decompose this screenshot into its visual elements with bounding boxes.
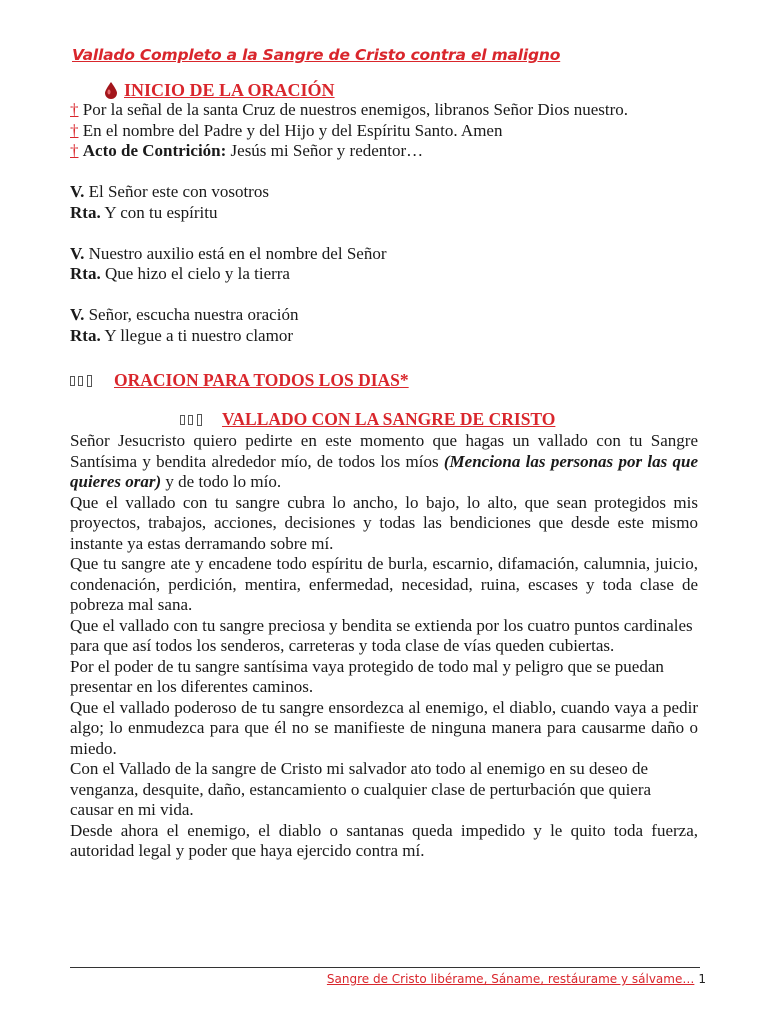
header-title: Vallado Completo a la Sangre de Cristo contra el maligno: [72, 46, 561, 64]
broken-image-icon: [180, 413, 206, 425]
broken-image-icon: [70, 374, 96, 386]
paragraph: Que el vallado poderoso de tu sangre ensordezca al enemigo, el diablo, cuando vaya a pedir algo; lo enmudezca para que él no se manifieste de ninguna manera para causarme daño o miedo.: [70, 697, 698, 758]
response: Rta. Y llegue a ti nuestro clamor: [70, 325, 293, 345]
vallado-heading: [70, 407, 698, 431]
inicio-title: INICIO DE LA ORACIÓN: [124, 80, 335, 100]
paragraph: Que el vallado con tu sangre cubra lo ancho, lo bajo, lo alto, que sean protegidos mis proyectos, trabajos, acciones, decisiones y todas las bendiciones que desde este mismo instante ya estas derramando sobre mí.: [70, 492, 698, 553]
footer-text: Sangre de Cristo libérame, Sáname, restáurame y sálvame…: [326, 972, 695, 986]
paragraph: Con el Vallado de la sangre de Cristo mi salvador ato todo al enemigo en su deseo de venganza, desquite, daño, estancamiento o cualquier clase de perturbación que quiera causar en mi vida.: [70, 759, 652, 819]
response: Rta. Y con tu espíritu: [70, 202, 218, 222]
paragraph: Por el poder de tu sangre santísima vaya protegido de todo mal y peligro que se puedan presentar en los diferentes caminos.: [70, 656, 664, 696]
blood-drop-icon: [104, 81, 118, 99]
inicio-line-1: † Por la señal de la santa Cruz de nuestros enemigos, libranos Señor Dios nuestro.: [70, 100, 629, 119]
oracion-title: ORACION PARA TODOS LOS DIAS*: [114, 369, 409, 390]
acto-line: † Acto de Contrición: Jesús mi Señor y redentor…: [70, 141, 424, 160]
inicio-line-2: † En el nombre del Padre y del Hijo y del Espíritu Santo. Amen: [70, 120, 503, 140]
cross-icon: †: [70, 100, 79, 119]
versicle: V. Nuestro auxilio está en el nombre del Señor: [70, 243, 387, 263]
paragraph: Señor Jesucristo quiero pedirte en este momento que hagas un vallado con tu Sangre Santísima y bendita alrededor mío, de todos los míos (Menciona las personas por las que quieres orar) y de todo lo mío.: [70, 431, 698, 491]
page-footer: [327, 972, 706, 986]
cross-icon: †: [70, 120, 79, 140]
cross-icon: †: [70, 141, 79, 160]
page-number: 1: [698, 972, 706, 986]
versicle: V. Señor, escucha nuestra oración: [70, 305, 299, 324]
vallado-title: VALLADO CON LA SANGRE DE CRISTO: [222, 408, 556, 429]
document-page: [70, 46, 698, 862]
footer-divider: [70, 967, 700, 968]
inicio-heading: [70, 80, 698, 100]
paragraph: Que el vallado con tu sangre preciosa y bendita se extienda por los cuatro puntos cardinales para que así todos los senderos, carreteras y toda clase de vías queden cubiertas.: [70, 615, 693, 655]
paragraph: Que tu sangre ate y encadene todo espíritu de burla, escarnio, difamación, calumnia, juicio, condenación, perdición, mentira, enfermedad, necesidad, ruina, escases y toda clase de pobreza mal sana.: [70, 554, 698, 614]
oracion-heading: [70, 368, 698, 392]
response: Rta. Que hizo el cielo y la tierra: [70, 264, 290, 283]
versicle: V. El Señor este con vosotros: [70, 182, 269, 201]
paragraph: Desde ahora el enemigo, el diablo o santanas queda impedido y le quito toda fuerza, autoridad legal y poder que haya ejercido contra mí.: [70, 820, 698, 860]
